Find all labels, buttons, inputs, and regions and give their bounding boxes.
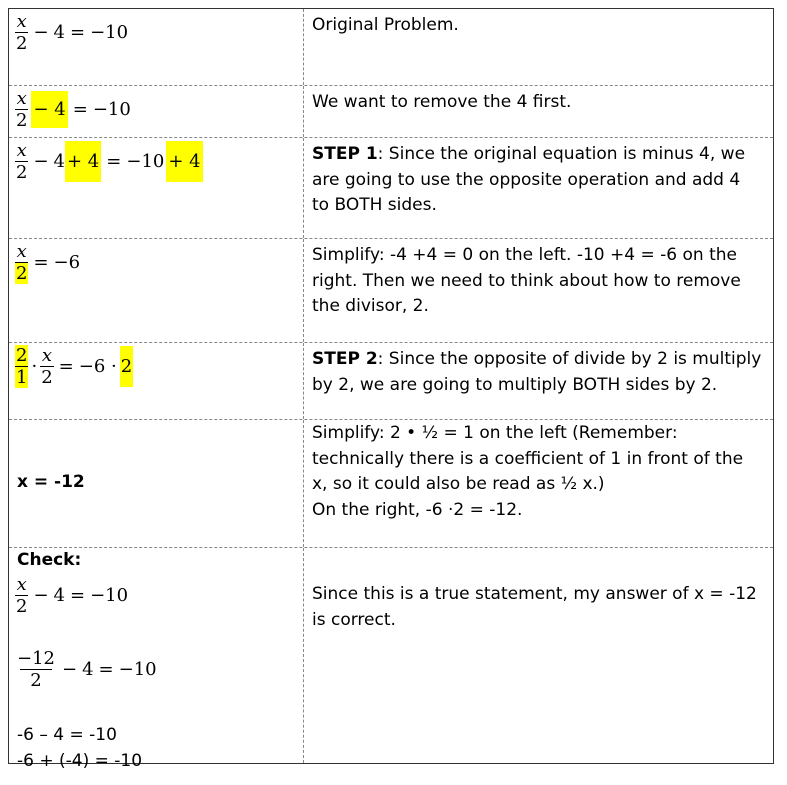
fraction: $\frac{x}{2}$ — [16, 11, 28, 54]
equation-cell — [9, 86, 304, 137]
fraction: $\frac{x}{2}$ — [16, 574, 28, 617]
solution-table — [8, 8, 774, 771]
fraction: $\frac{-12}{2}$ — [17, 648, 55, 691]
explanation-cell — [304, 86, 773, 137]
fraction: $\frac{x}{2}$ — [41, 345, 53, 388]
explanation-cell — [304, 9, 773, 85]
explanation-text: We want to remove the 4 first. — [312, 92, 572, 112]
equation-cell — [9, 9, 304, 85]
equation-cell — [9, 239, 304, 342]
explanation-text: Simplify: -4 +4 = 0 on the left. -10 +4 = -6 on the — [312, 245, 737, 265]
fraction: $\frac{x}{2}$ — [16, 241, 28, 284]
equation: $\frac{-12}{2}$ − 4 = −10 — [17, 648, 157, 691]
table-row — [9, 342, 773, 419]
explanation-cell — [304, 343, 773, 419]
explanation-text: Original Problem. — [312, 15, 459, 35]
table-row — [9, 547, 773, 771]
explanation-cell — [304, 239, 773, 342]
fraction: $\frac{x}{2}$ — [16, 88, 28, 131]
check-line: -6 + (-4) = -10 — [17, 751, 143, 771]
table-row — [9, 419, 773, 547]
table-row — [9, 238, 773, 342]
highlight: + 4 — [166, 141, 202, 182]
explanation-text: technically there is a coefficient of 1 in front of the — [312, 448, 744, 469]
equation: $\frac{x}{2}$ − 4 = −10 — [16, 574, 129, 617]
explanation-text: the divisor, 2. — [312, 296, 429, 316]
explanation-text: Since this is a true statement, my answer of x = -12 — [312, 584, 757, 604]
check-title: Check: — [17, 550, 82, 570]
equation-cell — [9, 138, 304, 238]
explanation-text: by 2, we are going to multiply BOTH sides by 2. — [312, 374, 718, 395]
equation: $\frac{x}{2}$ − 4 + 4 = −10 + 4 — [16, 140, 201, 183]
highlight: 2 — [120, 346, 133, 387]
explanation-text: STEP 2: Since the opposite of divide by 2 is multiply — [312, 349, 762, 369]
table-row — [9, 85, 773, 137]
equation: $\frac{x}{2}$ − 4 = −10 — [16, 88, 131, 131]
explanation-cell — [304, 420, 773, 547]
answer-text: x = -12 — [17, 472, 85, 492]
explanation-text: to BOTH sides. — [312, 195, 437, 215]
table-row — [9, 9, 773, 85]
explanation-text: Simplify: 2 • ½ = 1 on the left (Remember: — [312, 423, 678, 443]
explanation-text: On the right, -6 ·2 = -12. — [312, 499, 523, 520]
table-row — [9, 137, 773, 238]
equation-cell — [9, 420, 304, 547]
equation: $\frac{x}{2}$ − 4 = −10 — [16, 11, 129, 54]
fraction: $\frac{x}{2}$ — [16, 140, 28, 183]
explanation-text: STEP 1: Since the original equation is minus 4, we — [312, 144, 746, 164]
highlight: − 4 — [31, 91, 67, 128]
explanation-cell — [304, 138, 773, 238]
explanation-cell — [304, 548, 773, 763]
explanation-text: x, so it could also be read as ½ x.) — [312, 474, 605, 494]
equation: $\frac{x}{2}$ = −6 — [16, 241, 81, 284]
explanation-text: is correct. — [312, 609, 396, 630]
equation-cell — [9, 343, 304, 419]
highlight: + 4 — [65, 141, 101, 182]
highlight: 2 — [16, 263, 28, 284]
equation: $\frac{2}{1}$ · $\frac{x}{2}$ = −6 · 2 — [16, 345, 133, 388]
check-line: -6 – 4 = -10 — [17, 725, 117, 745]
explanation-text: are going to use the opposite operation and add 4 — [312, 169, 741, 190]
fraction: $\frac{2}{1}$ — [16, 345, 28, 388]
explanation-text: right. Then we need to think about how to remove — [312, 270, 741, 291]
equation-cell — [9, 548, 304, 771]
